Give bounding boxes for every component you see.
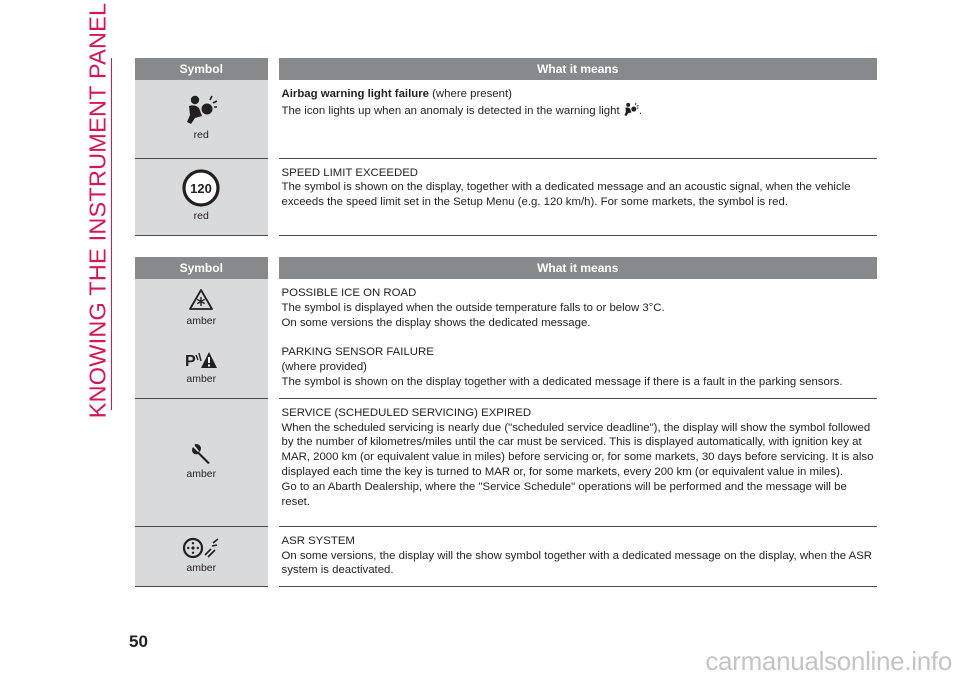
color-label: red	[193, 210, 209, 223]
symbol-cell	[135, 80, 273, 158]
meaning-cell	[273, 398, 877, 526]
color-label: amber	[186, 315, 217, 328]
side-rule	[111, 58, 112, 410]
row-text: The icon lights up when an anomaly is detected in the warning light	[281, 104, 620, 117]
wrench-service-icon	[190, 443, 212, 465]
meaning-cell	[273, 80, 877, 158]
row-title: SPEED LIMIT EXCEEDED	[281, 166, 419, 179]
color-label: amber	[186, 467, 217, 480]
table-row	[135, 158, 877, 235]
row-title: PARKING SENSOR FAILURE	[281, 346, 434, 359]
page-number: 50	[129, 632, 148, 651]
table-row	[135, 338, 877, 398]
row-text-end: .	[638, 104, 642, 117]
ice-warning-icon	[189, 288, 213, 312]
table-header	[135, 257, 877, 279]
row-title-suffix: (where present)	[428, 88, 512, 100]
table-row	[135, 80, 877, 158]
warning-table-2	[135, 257, 877, 587]
watermark: carmanualsonline.info	[705, 646, 952, 676]
symbol-cell	[135, 526, 273, 586]
row-title: ASR SYSTEM	[281, 534, 355, 547]
row-line: Go to an Abarth Dealership, where the "Service Schedule" operations will be performed and the message will be reset.	[281, 480, 847, 508]
header-symbol: Symbol	[135, 257, 273, 279]
airbag-failure-icon	[184, 94, 218, 126]
table-header	[135, 58, 877, 80]
table-row	[135, 526, 877, 586]
header-meaning: What it means	[273, 257, 877, 279]
row-title: Airbag warning light failure	[281, 88, 429, 100]
meaning-cell	[273, 526, 877, 586]
airbag-inline-icon	[623, 102, 639, 117]
asr-system-icon	[182, 537, 220, 559]
meaning-cell	[273, 279, 877, 338]
row-line: (where provided)	[281, 361, 367, 374]
speed-limit-120-icon	[182, 169, 220, 207]
table-row	[135, 279, 877, 338]
warning-table-1	[135, 58, 877, 236]
row-line: When the scheduled servicing is nearly due ("scheduled service deadline"), the display will show the symbol followed by the number of kilometres/miles until the car must be serviced. This is displayed automatically, with ignition key at MAR, 2000 km (or equivalent value in miles) before servicing or, for some markets, 30 days before servicing. It is also displayed each time the key is turned to MAR or, for some markets, every 200 km (or equivalent value in miles).	[281, 421, 874, 478]
symbol-cell	[135, 158, 273, 235]
svg-text:P: P	[185, 352, 196, 370]
symbol-cell	[135, 338, 273, 398]
symbol-cell	[135, 279, 273, 338]
row-line: On some versions, the display will the show symbol together with a dedicated message on the display, when the ASR system is deactivated.	[281, 549, 873, 577]
color-label: amber	[186, 372, 217, 385]
header-meaning: What it means	[273, 58, 877, 80]
table-row	[135, 398, 877, 526]
speed-limit-value: 120	[190, 181, 213, 197]
row-title: POSSIBLE ICE ON ROAD	[281, 287, 417, 299]
row-text: The symbol is shown on the display, together with a dedicated message and an acoustic signal, when the vehicle exceeds the speed limit set in the Setup Menu (e.g. 120 km/h). For some markets, the symbol is red.	[281, 181, 851, 209]
row-title: SERVICE (SCHEDULED SERVICING) EXPIRED	[281, 406, 532, 419]
row-line: The symbol is displayed when the outside temperature falls to or below 3°C.	[281, 301, 665, 314]
section-side-title: KNOWING THE INSTRUMENT PANEL	[84, 2, 111, 418]
meaning-cell	[273, 338, 877, 398]
color-label: amber	[186, 562, 217, 575]
parking-sensor-failure-icon	[184, 350, 218, 370]
symbol-cell	[135, 398, 273, 526]
row-line: On some versions the display shows the dedicated message.	[281, 316, 591, 329]
color-label: red	[193, 129, 209, 142]
row-line: The symbol is shown on the display together with a dedicated message if there is a fault in the parking sensors.	[281, 375, 843, 388]
header-symbol: Symbol	[135, 58, 273, 80]
meaning-cell	[273, 158, 877, 235]
